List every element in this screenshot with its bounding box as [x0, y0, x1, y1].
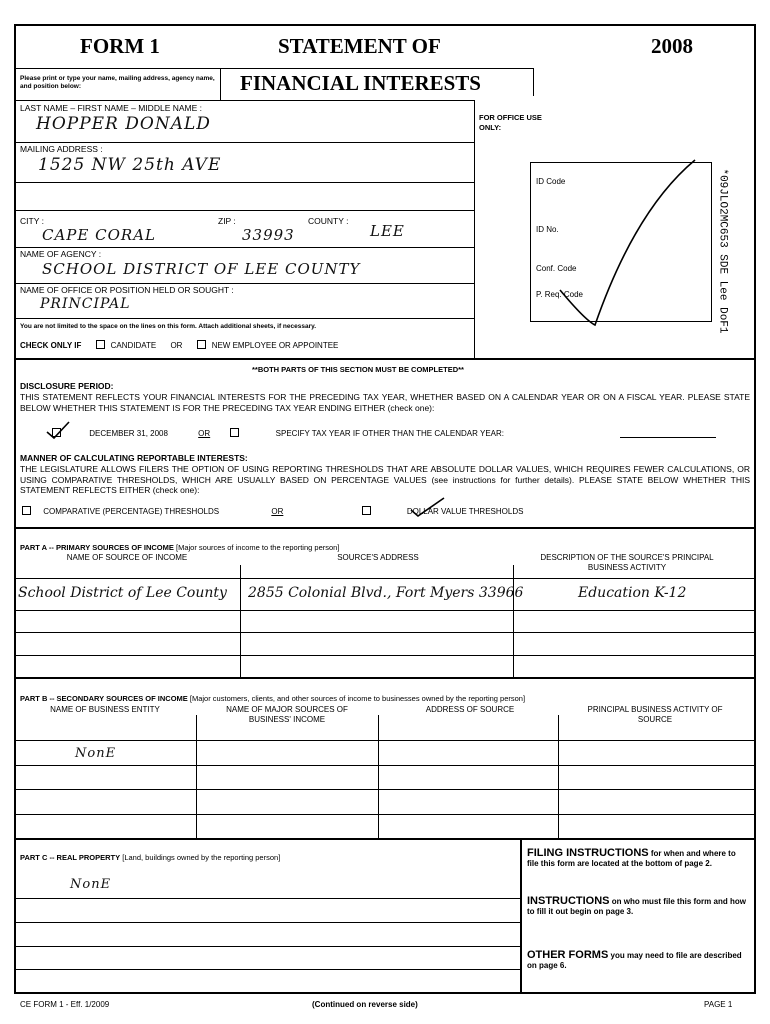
- county-value[interactable]: LEE: [370, 222, 405, 240]
- manner-text: THE LEGISLATURE ALLOWS FILERS THE OPTION OF USING REPORTING THRESHOLDS THAT ARE ABSOLUTE DOLLAR VALUES, WHICH REQUIRES FEWER CALCULATIONS, OR USING COMPARATIVE THRESHOLDS, WHICH ARE USUALLY BASED ON PERCENTAGE VALUES (see instructions for further details). PLEASE STATE BELOW WHETHER THIS STATEMENT REFLECTS EITHER (check one):: [20, 464, 750, 495]
- part-c-line-3: [14, 946, 520, 947]
- footer-continued: (Continued on reverse side): [312, 1000, 418, 1009]
- header-bottom-divider: [14, 100, 474, 101]
- part-a-title: PART A -- PRIMARY SOURCES OF INCOME: [20, 543, 174, 552]
- new-employee-label: NEW EMPLOYEE OR APPOINTEE: [211, 341, 339, 350]
- address-label: MAILING ADDRESS :: [20, 144, 103, 154]
- part-a-heading: [20, 543, 339, 553]
- filing-instructions: [527, 848, 749, 869]
- header-divider: [14, 68, 533, 69]
- candidate-label: CANDIDATE: [110, 341, 157, 350]
- part-b-row1-entity[interactable]: NonE: [75, 746, 117, 761]
- part-a-col3-header: DESCRIPTION OF THE SOURCE'S PRINCIPAL BUSINESS ACTIVITY: [540, 553, 714, 572]
- county-label: COUNTY :: [308, 216, 349, 226]
- disclosure-period-title: DISCLOSURE PERIOD:: [20, 381, 114, 391]
- who-must-file-instructions: [527, 896, 749, 917]
- position-label: NAME OF OFFICE OR POSITION HELD OR SOUGHT :: [20, 285, 234, 295]
- office-use-label: FOR OFFICE USE ONLY:: [479, 113, 542, 132]
- id-no-label: ID No.: [536, 225, 559, 234]
- manner-title: MANNER OF CALCULATING REPORTABLE INTERESTS:: [20, 453, 248, 463]
- part-c-top-line: [14, 838, 756, 840]
- dollar-option-label: DOLLAR VALUE THRESHOLDS: [406, 507, 524, 516]
- agency-label: NAME OF AGENCY :: [20, 249, 102, 259]
- specify-option-label: SPECIFY TAX YEAR IF OTHER THAN THE CALENDAR YEAR:: [275, 429, 504, 438]
- or-underlined-1: OR: [198, 429, 211, 438]
- instructions-text: on who must file this form and how to fill it out begin on page 3.: [527, 897, 746, 916]
- city-value[interactable]: CAPE CORAL: [42, 226, 156, 244]
- name-line: [14, 142, 474, 143]
- name-label: LAST NAME – FIRST NAME – MIDDLE NAME :: [20, 103, 203, 113]
- position-line: [14, 318, 474, 319]
- part-b-row-line-3: [14, 814, 756, 815]
- header-box-edge: [533, 68, 534, 96]
- part-a-col1-header: NAME OF SOURCE OF INCOME: [66, 553, 188, 562]
- part-b-col3-header: ADDRESS OF SOURCE: [425, 705, 515, 714]
- p-req-code-label: P. Req. Code: [536, 290, 583, 299]
- part-b-col-divider-1: [196, 715, 197, 838]
- other-forms-head: OTHER FORMS: [527, 949, 609, 961]
- part-c-instructions-divider: [520, 838, 522, 994]
- conf-code-label: Conf. Code: [536, 264, 577, 273]
- part-a-subtitle: [Major sources of income to the reporting person]: [176, 543, 340, 552]
- note-box-edge: [220, 68, 221, 100]
- part-b-col4-header: PRINCIPAL BUSINESS ACTIVITY OF SOURCE: [587, 705, 723, 724]
- part-b-col-divider-2: [378, 715, 379, 838]
- dollar-checkbox[interactable]: [362, 506, 371, 515]
- part-c-line-4: [14, 969, 520, 970]
- part-a-row1-activity[interactable]: Education K-12: [578, 585, 687, 601]
- instructions-head: INSTRUCTIONS: [527, 895, 610, 907]
- part-b-header-line: [14, 740, 756, 741]
- address-line: [14, 182, 474, 183]
- part-a-row-line-1: [14, 610, 756, 611]
- filing-instructions-head: FILING INSTRUCTIONS: [527, 847, 649, 859]
- barcode-text: *09JLO2MC653 SDE Lee DoF1: [716, 168, 729, 334]
- form-year: 2008: [651, 34, 693, 58]
- part-a-row-line-3: [14, 655, 756, 656]
- part-b-top-line: [14, 677, 756, 679]
- part-a-row1-address[interactable]: 2855 Colonial Blvd., Fort Myers 33966: [248, 585, 524, 601]
- zip-label: ZIP :: [218, 216, 236, 226]
- checkmark-scribble: [540, 150, 720, 330]
- or-label: OR: [170, 341, 183, 350]
- part-b-col1-header: NAME OF BUSINESS ENTITY: [50, 705, 160, 714]
- part-c-subtitle: [Land, buildings owned by the reporting person]: [122, 853, 281, 862]
- new-employee-checkbox[interactable]: [197, 340, 206, 349]
- footer-form-id: CE FORM 1 - Eff. 1/2009: [20, 1000, 110, 1009]
- part-a-col2-header: SOURCE'S ADDRESS: [337, 553, 419, 562]
- disclosure-period-text: THIS STATEMENT REFLECTS YOUR FINANCIAL INTERESTS FOR THE PRECEDING TAX YEAR, WHETHER BASED ON A CALENDAR YEAR OR ON A FISCAL YEAR. PLEASE STATE BELOW WHETHER THIS STATEMENT IS FOR THE PRECEDING TAX YEAR ENDING EITHER (check one):: [20, 392, 750, 413]
- filer-office-divider: [474, 100, 475, 358]
- zip-value[interactable]: 33993: [242, 226, 295, 244]
- agency-value[interactable]: SCHOOL DISTRICT OF LEE COUNTY: [42, 260, 361, 278]
- dec-option-row: [52, 428, 504, 439]
- check-only-row: [20, 340, 338, 351]
- part-c-line-1: [14, 898, 520, 899]
- part-c-value[interactable]: NonE: [70, 877, 112, 892]
- print-instruction-note: Please print or type your name, mailing address, agency name, and position below:: [20, 75, 215, 90]
- or-underlined-2: OR: [271, 507, 284, 516]
- part-b-col2-header: NAME OF MAJOR SOURCES OF BUSINESS' INCOME: [226, 705, 348, 724]
- city-line: [14, 247, 474, 248]
- threshold-option-row: [22, 506, 523, 517]
- other-forms-text: you may need to file are described on page 6.: [527, 951, 742, 970]
- part-a-top-line: [14, 527, 756, 529]
- other-forms-instructions: [527, 950, 749, 971]
- part-c-heading: [20, 853, 280, 863]
- agency-line: [14, 283, 474, 284]
- both-parts-note: **BOTH PARTS OF THIS SECTION MUST BE COMPLETED**: [252, 365, 464, 374]
- specify-tax-year-field: [620, 437, 716, 438]
- part-a-row1-source[interactable]: School District of Lee County: [18, 585, 227, 601]
- city-label: CITY :: [20, 216, 44, 226]
- dec-option-label: DECEMBER 31, 2008: [89, 429, 168, 438]
- part-b-subtitle: [Major customers, clients, and other sources of income to businesses owned by the reporting person]: [189, 694, 526, 703]
- dollar-checkmark: [408, 496, 448, 520]
- dec-checkmark: [44, 420, 74, 440]
- part-c-title: PART C -- REAL PROPERTY: [20, 853, 121, 862]
- address-value[interactable]: 1525 NW 25th AVE: [38, 155, 222, 175]
- candidate-checkbox[interactable]: [96, 340, 105, 349]
- part-a-header-line: [14, 578, 756, 579]
- statement-title-line1: STATEMENT OF: [278, 34, 441, 58]
- filing-instructions-text: for when and where to file this form are located at the bottom of page 2.: [527, 849, 736, 868]
- comparative-option-label: COMPARATIVE (PERCENTAGE) THRESHOLDS: [43, 507, 220, 516]
- comparative-checkbox[interactable]: [22, 506, 31, 515]
- form-title: FORM 1: [80, 34, 160, 58]
- part-a-col-divider-2: [513, 565, 514, 677]
- id-code-label: ID Code: [536, 177, 566, 186]
- part-b-row-line-2: [14, 789, 756, 790]
- check-only-if-label: CHECK ONLY IF: [20, 341, 82, 350]
- address-line-2: [14, 210, 474, 211]
- statement-title-line2: FINANCIAL INTERESTS: [240, 71, 481, 95]
- space-note: You are not limited to the space on the lines on this form. Attach additional sheets, if necessary.: [20, 323, 317, 330]
- part-a-col-divider-1: [240, 565, 241, 677]
- part-b-title: PART B -- SECONDARY SOURCES OF INCOME: [20, 694, 188, 703]
- name-value[interactable]: HOPPER DONALD: [36, 114, 211, 134]
- part-b-heading: [20, 694, 525, 704]
- position-value[interactable]: PRINCIPAL: [40, 296, 131, 312]
- specify-checkbox[interactable]: [230, 428, 239, 437]
- part-c-line-2: [14, 922, 520, 923]
- disclosure-top-line: [14, 358, 756, 360]
- part-b-row-line-1: [14, 765, 756, 766]
- part-b-col-divider-3: [558, 715, 559, 838]
- footer-page: PAGE 1: [704, 1000, 733, 1009]
- part-a-row-line-2: [14, 632, 756, 633]
